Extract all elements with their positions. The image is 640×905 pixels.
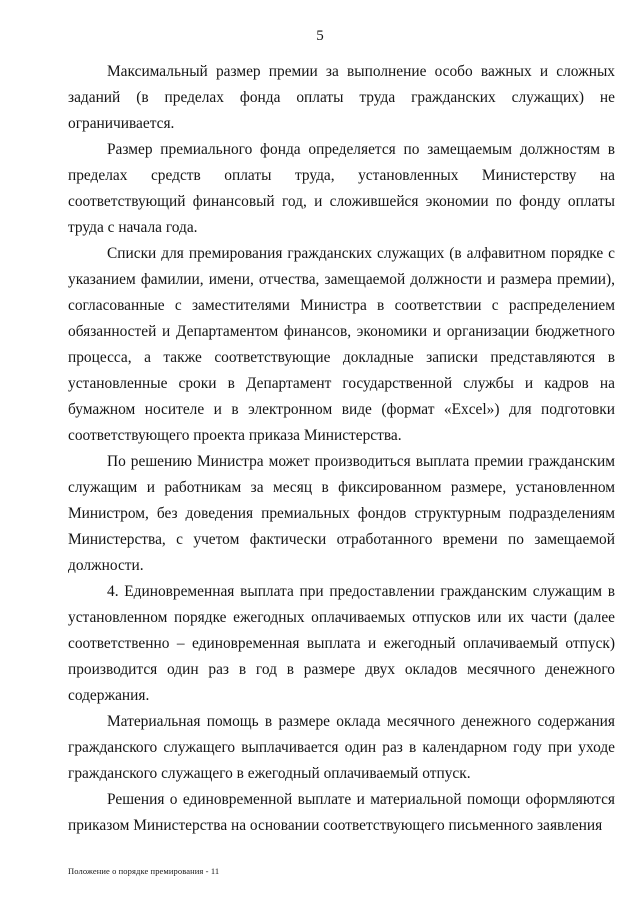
paragraph-bonus-lists: Списки для премирования гражданских служащих (в алфавитном порядке с указанием фамилии, имени, отчества, замещаемой должности и размера премии), согласованные с заместителями Министра в соответствии с распределением обязанностей и Департаментом финансов, экономики и организации бюджетного процесса, а также соответствующие докладные записки представляются в установленные сроки в Департамент государственной службы и кадров на бумажном носителе и в электронном виде (формат «Excel») для подготовки соответствующего проекта приказа Министерства.: [68, 245, 615, 444]
paragraph-minister-decision: По решению Министра может производиться выплата премии гражданским служащим и работникам за месяц в фиксированном размере, установленном Министром, без доведения премиальных фондов структурным подразделениям Министерства, с учетом фактически отработанного времени по замещаемой должности.: [68, 453, 615, 574]
paragraph-max-bonus: Максимальный размер премии за выполнение особо важных и сложных заданий (в пределах фонда оплаты труда гражданских служащих) не ограничивается.: [68, 63, 615, 132]
paragraph-lump-sum-payment: 4. Единовременная выплата при предоставлении гражданским служащим в установленном порядке ежегодных оплачиваемых отпусков или их части (далее соответственно – единовременная выплата и ежегодный оплачиваемый отпуск) производится один раз в год в размере двух окладов месячного денежного содержания.: [68, 583, 615, 704]
page-number: 5: [316, 28, 324, 44]
document-body: [68, 59, 615, 839]
paragraph-material-aid: Материальная помощь в размере оклада месячного денежного содержания гражданского служащего выплачивается один раз в календарном году при уходе гражданского служащего в ежегодный оплачиваемый отпуск.: [68, 713, 615, 782]
paragraph-bonus-fund: Размер премиального фонда определяется по замещаемым должностям в пределах средств оплаты труда, установленных Министерству на соответствующий финансовый год, и сложившейся экономии по фонду оплаты труда с начала года.: [68, 141, 615, 236]
paragraph-decisions: Решения о единовременной выплате и материальной помощи оформляются приказом Министерства на основании соответствующего письменного заявления: [68, 791, 615, 834]
footer-note: Положение о порядке премирования - 11: [68, 866, 220, 876]
